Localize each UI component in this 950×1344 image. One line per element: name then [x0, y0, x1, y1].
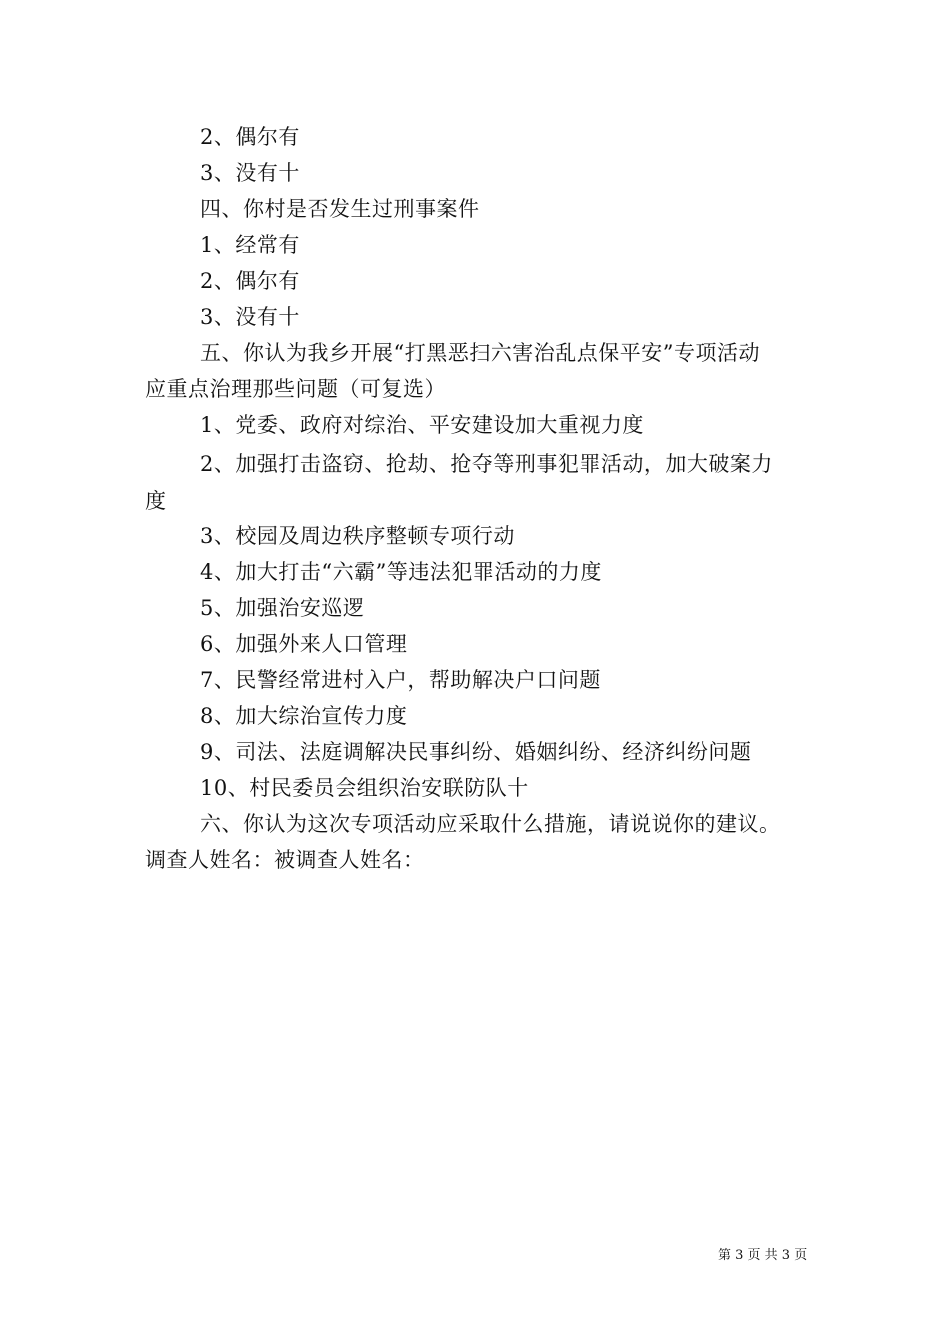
option-line: 8、加大综治宣传力度 [200, 704, 408, 728]
question-line: 四、你村是否发生过刑事案件 [200, 197, 480, 221]
question-line: 六、你认为这次专项活动应采取什么措施，请说说你的建议。 [200, 812, 781, 836]
option-line: 1、经常有 [200, 233, 300, 257]
option-line: 3、没有十 [200, 305, 300, 329]
signature-line: 调查人姓名：被调查人姓名： [145, 848, 425, 872]
option-line: 3、没有十 [200, 161, 300, 185]
page-number-footer: 第 3 页 共 3 页 [718, 1248, 808, 1263]
option-line: 5、加强治安巡逻 [200, 596, 365, 620]
option-line: 2、加强打击盗窃、抢劫、抢夺等刑事犯罪活动，加大破案力 [200, 452, 773, 476]
option-line: 9、司法、法庭调解决民事纠纷、婚姻纠纷、经济纠纷问题 [200, 740, 752, 764]
option-line: 7、民警经常进村入户，帮助解决户口问题 [200, 668, 601, 692]
option-line: 4、加大打击“六霸”等违法犯罪活动的力度 [200, 560, 602, 584]
option-line: 3、校园及周边秩序整顿专项行动 [200, 524, 515, 548]
question-line: 五、你认为我乡开展“打黑恶扫六害治乱点保平安”专项活动 [200, 341, 760, 365]
option-line: 2、偶尔有 [200, 125, 300, 149]
option-continuation-line: 度 [145, 489, 167, 513]
option-line: 10、村民委员会组织治安联防队十 [200, 776, 529, 800]
option-line: 6、加强外来人口管理 [200, 632, 408, 656]
question-continuation-line: 应重点治理那些问题（可复选） [145, 377, 446, 401]
option-line: 1、党委、政府对综治、平安建设加大重视力度 [200, 413, 644, 437]
option-line: 2、偶尔有 [200, 269, 300, 293]
